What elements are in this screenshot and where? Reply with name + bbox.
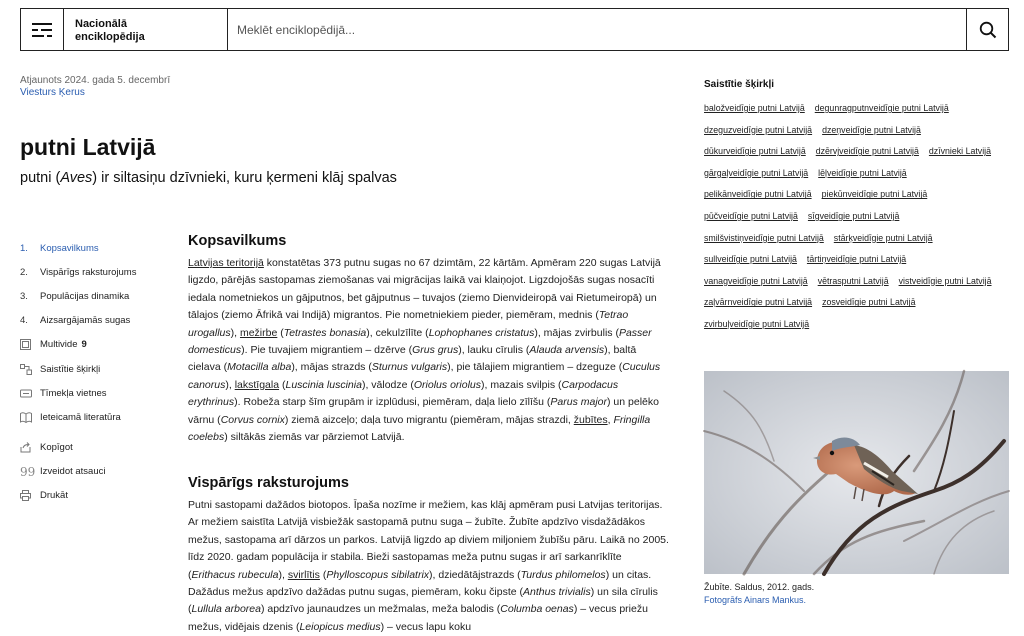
related-link[interactable]: vanagveidīgie putni Latvijā — [704, 275, 808, 286]
related-link[interactable]: dzīvnieki Latvijā — [928, 146, 992, 157]
toc-label: Izveidot atsauci — [40, 466, 106, 478]
section-heading: Kopsavilkums — [188, 233, 287, 249]
section-general — [188, 475, 670, 636]
toc-item-summary[interactable] — [20, 236, 180, 260]
related-link[interactable]: pūčveidīgie putni Latvijā — [704, 210, 798, 221]
toc-label: Kopsavilkums — [40, 242, 99, 254]
quote-icon — [20, 465, 36, 480]
related-link[interactable]: zaļvārnveidīgie putni Latvijā — [704, 297, 813, 308]
share-button[interactable] — [20, 436, 180, 460]
toc-label: Drukāt — [40, 490, 68, 502]
photo-caption — [704, 581, 814, 607]
article-meta — [20, 75, 170, 99]
related-link[interactable]: lēļveidīgie putni Latvijā — [818, 167, 907, 178]
toc-item-related[interactable] — [20, 357, 180, 381]
search-input[interactable] — [228, 9, 966, 50]
menu-button[interactable] — [21, 9, 63, 50]
section-summary — [188, 233, 670, 446]
toc-item-general[interactable] — [20, 260, 180, 284]
toc-item-protected[interactable] — [20, 309, 180, 333]
toc-label: Populācijas dinamika — [40, 290, 130, 302]
search-button[interactable] — [966, 9, 1008, 50]
site-header — [20, 8, 1009, 51]
article-photo[interactable] — [704, 371, 1009, 574]
toc-label: Vispārīgs raksturojums — [40, 266, 137, 278]
link-icon — [20, 388, 32, 399]
summary-paragraph: Latvijas teritorijā konstatētas 373 putnu sugas no 67 dzimtām, 22 kārtām. Apmēram 220 sugas Latvijā ligzdo, pārējās sastopamas ziemošanas vai migrācijas laikā vai klaiņojot. Ligzdojošās sugas nosacīti iedala nometniekos un gājputnos, bet gājputnus – tuvajos (ziemo Dienvideiropā vai Rietumeiropā) un tālajos (ziemo Āfrikā vai Indijā) migrantos. Pie nometniekiem pieder, piemēram, mednis (Tetrao urogallus), mežirbe (Tetrastes bonasia), cekulzīlīte (Lophophanes cristatus), mājas zvirbulis (Passer domesticus). Pie tuvajiem migrantiem – dzērve (Grus grus), lauku cīrulis (Alauda arvensis), baltā cielava (Motacilla alba), mājas strazds (Sturnus vulgaris), pie tālajiem migrantiem – dzeguze (Cuculus canorus), lakstīgala (Luscinia luscinia), vālodze (Oriolus oriolus), mazais svilpis (Carpodacus erythrinus). Robeža starp šīm grupām ir izplūdusi, piemēram, daļa lielo zīlīšu (Parus major) un pelēko vārnu (Corvus cornix) ziemā aizceļo; daļa tuvo migrantu (piemēram, mājas strazdi, žubītes, Fringilla coelebs) siltākās ziemās var pārziemot Latvijā. — [188, 257, 661, 444]
toc-label: Multivide — [40, 339, 78, 351]
related-link[interactable]: vētrasputni Latvijā — [817, 275, 889, 286]
logo-line-2: enciklopēdija — [75, 31, 145, 43]
related-link[interactable]: gārgaļveidīgie putni Latvijā — [704, 167, 809, 178]
related-link[interactable]: dūkurveidīgie putni Latvijā — [704, 146, 806, 157]
related-link[interactable]: baložveidīgie putni Latvijā — [704, 103, 805, 113]
toc-item-websites[interactable] — [20, 381, 180, 405]
subtitle-latin: Aves — [60, 170, 93, 186]
svg-text:99: 99 — [20, 465, 36, 480]
related-link[interactable]: sīgveidīgie putni Latvijā — [807, 210, 900, 221]
toc-item-literature[interactable] — [20, 405, 180, 429]
related-link[interactable]: stārķveidīgie putni Latvijā — [833, 232, 933, 243]
chaffinch-photo — [704, 371, 1009, 574]
media-icon — [20, 339, 31, 350]
page-subtitle — [20, 170, 397, 186]
updated-date: Atjaunots 2024. gada 5. decembrī — [20, 75, 171, 86]
related-link[interactable]: dzeņveidīgie putni Latvijā — [822, 124, 921, 135]
media-count-badge: 9 — [81, 339, 87, 351]
page-title: putni Latvijā — [20, 134, 156, 160]
section-heading: Vispārīgs raksturojums — [188, 475, 349, 491]
related-link[interactable]: dzērvjveidīgie putni Latvijā — [815, 146, 919, 157]
search-icon — [979, 21, 997, 39]
photo-credit[interactable]: Fotogrāfs Ainars Mankus. — [704, 595, 807, 605]
toc-label: Kopīgot — [40, 442, 73, 454]
toc-item-population[interactable] — [20, 284, 180, 308]
toc-num: 1. — [20, 242, 28, 254]
author-link[interactable]: Viesturs Ķerus — [20, 87, 85, 98]
related-icon — [20, 364, 32, 375]
related-link[interactable]: sullveidīgie putni Latvijā — [704, 254, 797, 265]
related-link[interactable]: dzeguzveidīgie putni Latvijā — [704, 124, 813, 135]
toc-item-media[interactable] — [20, 333, 180, 357]
toc-label: Ieteicamā literatūra — [40, 411, 121, 423]
related-link[interactable]: smilšvistiņveidīgie putni Latvijā — [704, 232, 824, 243]
related-link[interactable]: pelikānveidīgie putni Latvijā — [704, 189, 812, 200]
toc-num: 4. — [20, 315, 28, 327]
related-link[interactable]: zosveidīgie putni Latvijā — [822, 297, 916, 308]
caption-text: Žubīte. Saldus, 2012. gads. — [704, 582, 815, 592]
toc-num: 2. — [20, 266, 28, 278]
book-icon — [20, 412, 32, 423]
share-icon — [20, 442, 31, 453]
related-title: Saistītie šķirkļi — [704, 79, 775, 90]
site-logo[interactable] — [63, 9, 228, 50]
subtitle-prefix: putni ( — [20, 170, 61, 186]
print-icon — [20, 490, 31, 501]
toc-num: 3. — [20, 290, 28, 302]
table-of-contents — [20, 236, 180, 508]
related-link[interactable]: piekūnveidīgie putni Latvijā — [821, 189, 928, 200]
logo-line-1: Nacionālā — [75, 18, 127, 30]
related-link[interactable]: zvirbuļveidīgie putni Latvijā — [704, 318, 810, 329]
subtitle-suffix: ) ir siltasiņu dzīvnieki, kuru ķermeni klāj spalvas — [92, 170, 397, 186]
search-bar — [228, 9, 1008, 50]
menu-icon — [31, 22, 53, 38]
toc-label: Saistītie šķirkļi — [40, 363, 101, 375]
print-button[interactable] — [20, 484, 180, 508]
related-link[interactable]: degunragputnveidīgie putni Latvijā — [814, 103, 949, 113]
related-articles — [704, 79, 1009, 336]
toc-label: Tīmekļa vietnes — [40, 387, 107, 399]
related-links-list — [704, 98, 1009, 336]
related-link[interactable]: tārtiņveidīgie putni Latvijā — [806, 254, 907, 265]
related-link[interactable]: vistveidīgie putni Latvijā — [898, 275, 992, 286]
cite-button[interactable] — [20, 460, 180, 484]
toc-label: Aizsargājamās sugas — [40, 315, 131, 327]
general-paragraph: Putni sastopami dažādos biotopos. Īpaša nozīme ir mežiem, kas klāj apmēram pusi Latvijas teritorijas. Ar mežiem saistīta Latvijā visbiežāk sastopamā putnu suga – žubīte. Žubīte apdzīvo visdažādākos mežus, sastopama arī dārzos un parkos. Latvijā ligzdo ap diviem miljoniem žubīšu pāru. Laikā no 2005. līdz 2020. gadam populācija ir stabila. Bieži sastopamas meža putnu sugas ir arī sarkanrīklīte (Erithacus rubecula), svirlītis (Phylloscopus sibilatrix), dziedātājstrazds (Turdus philomelos) un citas. Dažādus mežus apdzīvo dažādas putnu sugas, piemēram, koku čipste (Anthus trivialis) un sila cīrulis (Lullula arborea) apdzīvo jaunaudzes un mežmalas, meža balodis (Columba oenas) – vecus priežu mežus, vidējais dzenis (Leiopicus medius) – vecus lapu koku — [188, 499, 669, 633]
